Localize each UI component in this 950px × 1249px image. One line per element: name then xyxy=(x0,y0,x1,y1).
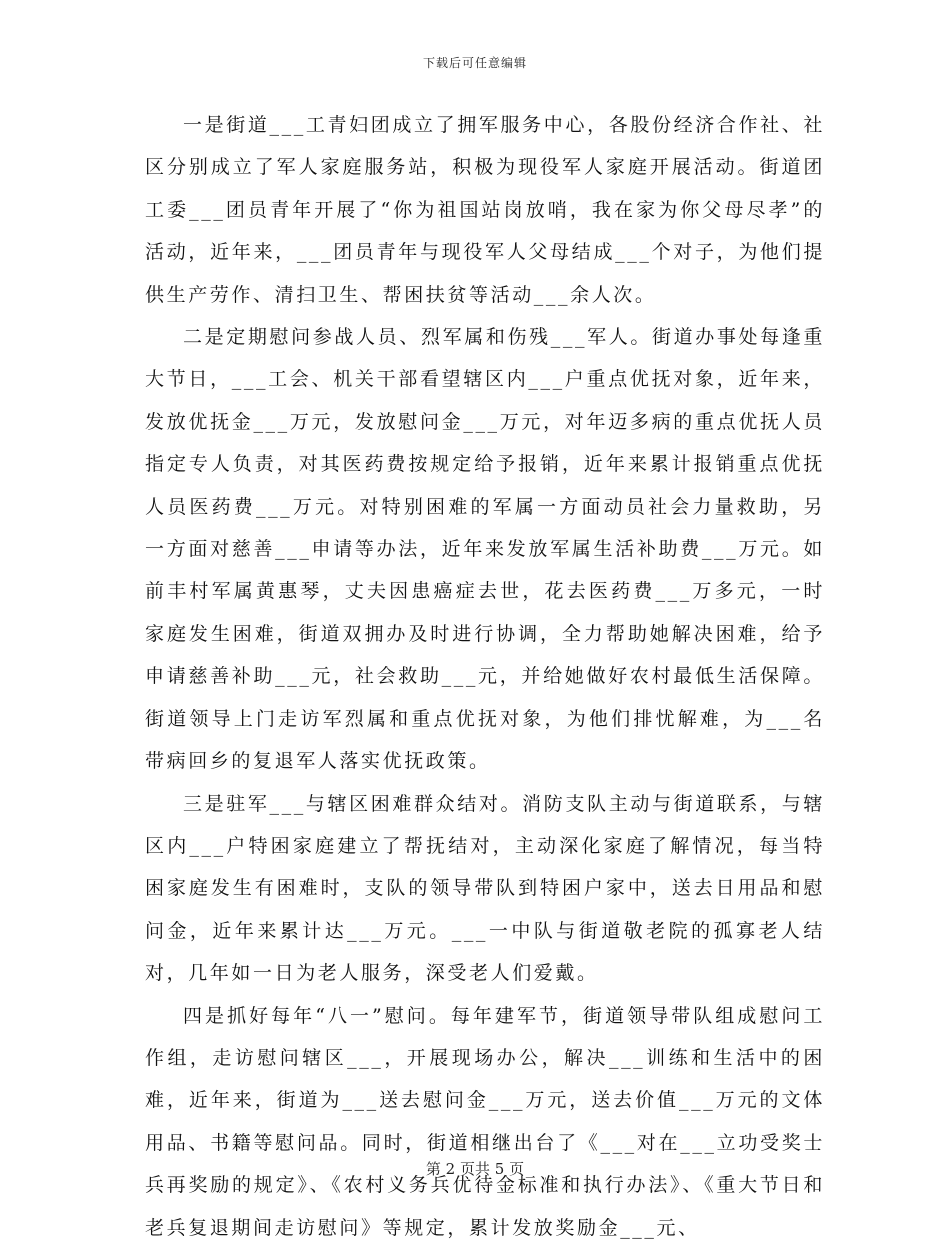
paragraph-3: 三是驻军___与辖区困难群众结对。消防支队主动与街道联系，与辖区内___户特困家庭建立了帮抚结对，主动深化家庭了解情况，每当特困家庭发生有困难时，支队的领导带队到特困户家中，送去日用品和慰问金，近年来累计达___万元。___一中队与街道敬老院的孤寡老人结对，几年如一日为老人服务，深受老人们爱戴。 xyxy=(145,792,825,985)
page-header-note: 下载后可任意编辑 xyxy=(422,56,527,70)
paragraph-1: 一是街道___工青妇团成立了拥军服务中心，各股份经济合作社、社区分别成立了军人家庭服务站，积极为现役军人家庭开展活动。街道团工委___团员青年开展了“你为祖国站岗放哨，我在家为你父母尽孝”的活动，近年来，___团员青年与现役军人父母结成___个对子，为他们提供生产劳作、清扫卫生、帮困扶贫等活动___余人次。 xyxy=(145,114,825,306)
page-number: 第 2 页共 5 页 xyxy=(425,1160,525,1178)
paragraph-4: 四是抓好每年“八一”慰问。每年建军节，街道领导带队组成慰问工作组，走访慰问辖区___，开展现场办公，解决___训练和生活中的困难，近年来，街道为___送去慰问金___万元，送去价值___万元的文体用品、书籍等慰问品。同时，街道相继出台了《___对在___立功受奖士兵再奖励的规定》、《农村义务兵优待金标准和执行办法》、《重大节日和老兵复退期间走访慰问》等规定，累计发放奖励金___元、 xyxy=(145,1004,825,1239)
paragraph-2: 二是定期慰问参战人员、烈军属和伤残___军人。街道办事处每逢重大节日，___工会、机关干部看望辖区内___户重点优抚对象，近年来，发放优抚金___万元，发放慰问金___万元，对年迈多病的重点优抚人员指定专人负责，对其医药费按规定给予报销，近年来累计报销重点优抚人员医药费___万元。对特别困难的军属一方面动员社会力量救助，另一方面对慈善___申请等办法，近年来发放军属生活补助费___万元。如前丰村军属黄惠琴，丈夫因患癌症去世，花去医药费___万多元，一时家庭发生困难，街道双拥办及时进行协调，全力帮助她解决困难，给予申请慈善补助___元，社会救助___元，并给她做好农村最低生活保障。街道领导上门走访军烈属和重点优抚对象，为他们排忧解难，为___名带病回乡的复退军人落实优抚政策。 xyxy=(145,326,825,773)
document-body xyxy=(145,104,825,1249)
